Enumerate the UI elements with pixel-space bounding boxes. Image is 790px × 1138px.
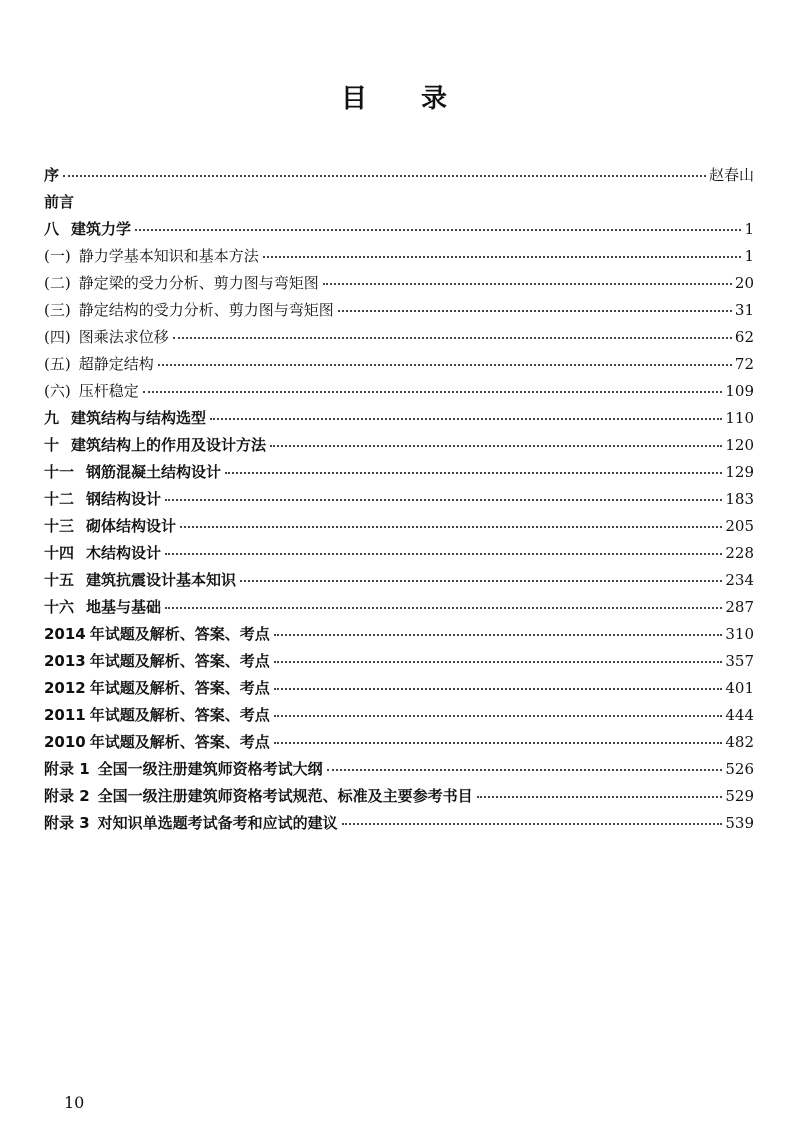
- dot-leader: [165, 539, 722, 555]
- toc-entry-number: 十六: [44, 598, 75, 616]
- toc-entry-label: 超静定结构: [78, 355, 154, 373]
- toc-entry: [44, 567, 754, 594]
- dot-leader: [274, 647, 723, 663]
- toc-entry-page: 357: [725, 652, 754, 670]
- toc-entry: [44, 540, 754, 567]
- toc-entry-label: 图乘法求位移: [78, 328, 169, 346]
- toc-entry-page: 529: [725, 787, 754, 805]
- toc-entry: [44, 621, 754, 648]
- dot-leader: [274, 674, 723, 690]
- toc-entry: [44, 216, 754, 243]
- dot-leader: [274, 620, 723, 636]
- dot-leader: [477, 782, 723, 798]
- toc-entry: [44, 729, 754, 756]
- toc-entry-page: 1: [744, 220, 754, 238]
- toc-entry-page: 110: [725, 409, 754, 427]
- toc-entry-page: 228: [725, 544, 754, 562]
- toc-entry-page: 287: [725, 598, 754, 616]
- dot-leader: [270, 431, 722, 447]
- toc-entry: [44, 162, 754, 189]
- toc-entry-label: 钢筋混凝土结构设计: [86, 463, 222, 481]
- toc-entry-page: 205: [725, 517, 754, 535]
- toc-entry-number: 附录 3: [44, 814, 90, 832]
- dot-leader: [327, 755, 723, 771]
- toc-entry-page: 109: [725, 382, 754, 400]
- dot-leader: [338, 296, 732, 312]
- toc-entry: [44, 459, 754, 486]
- dot-leader: [210, 404, 722, 420]
- toc-entry: [44, 378, 754, 405]
- dot-leader: [165, 593, 722, 609]
- dot-leader: [342, 809, 723, 825]
- toc-entry-label: 静力学基本知识和基本方法: [78, 247, 259, 265]
- toc-entry-label: 砌体结构设计: [86, 517, 177, 535]
- toc-entry-label: 静定梁的受力分析、剪力图与弯矩图: [78, 274, 319, 292]
- toc-entry: [44, 783, 754, 810]
- toc-entry: [44, 486, 754, 513]
- dot-leader: [143, 377, 723, 393]
- toc-entry-page: 赵春山: [708, 166, 754, 184]
- toc-entry-number: (一): [44, 247, 71, 265]
- toc-entry-label: 全国一级注册建筑师资格考试规范、标准及主要参考书目: [97, 787, 473, 805]
- toc-entry: [44, 270, 754, 297]
- toc-entry-label: 全国一级注册建筑师资格考试大纲: [97, 760, 323, 778]
- dot-leader: [240, 566, 722, 582]
- toc-entry: [44, 756, 754, 783]
- toc-entry-number: 2012: [44, 679, 86, 697]
- dot-leader: [63, 161, 706, 177]
- toc-entry-label: 年试题及解析、答案、考点: [89, 706, 270, 724]
- toc-entry: [44, 297, 754, 324]
- toc-entry-label: 建筑结构上的作用及设计方法: [71, 436, 267, 454]
- dot-leader: [274, 701, 723, 717]
- title-char-1: 目: [340, 84, 369, 114]
- toc-entry-label: 年试题及解析、答案、考点: [89, 679, 270, 697]
- toc-entry: [44, 675, 754, 702]
- toc-entry-number: 2013: [44, 652, 86, 670]
- dot-leader: [165, 485, 722, 501]
- toc-entry-number: (六): [44, 382, 71, 400]
- page-number: 10: [64, 1093, 85, 1112]
- toc-entry: [44, 351, 754, 378]
- toc-entry-label: 建筑抗震设计基本知识: [86, 571, 237, 589]
- page-title: [0, 78, 790, 115]
- toc-entry-page: 31: [734, 301, 754, 319]
- toc-entry-page: 539: [725, 814, 754, 832]
- toc-entry-label: 建筑力学: [71, 220, 132, 238]
- toc-entry-number: 2010: [44, 733, 86, 751]
- toc-entry-number: 八: [44, 220, 60, 238]
- toc-entry-label: 年试题及解析、答案、考点: [89, 733, 270, 751]
- dot-leader: [225, 458, 722, 474]
- toc-entry-number: 附录 1: [44, 760, 90, 778]
- toc-entry: [44, 243, 754, 270]
- toc-entry-label: 年试题及解析、答案、考点: [89, 625, 270, 643]
- dot-leader: [135, 215, 741, 231]
- toc-entry-page: 62: [734, 328, 754, 346]
- toc-entry: [44, 189, 754, 216]
- toc-entry: [44, 405, 754, 432]
- toc-entry-page: 401: [725, 679, 754, 697]
- toc-entry-number: 2014: [44, 625, 86, 643]
- toc-entry-page: 129: [725, 463, 754, 481]
- toc-entry-page: 183: [725, 490, 754, 508]
- toc-entry-page: 310: [725, 625, 754, 643]
- dot-leader: [323, 269, 732, 285]
- toc-entry-number: 十三: [44, 517, 75, 535]
- toc-entry-number: 十一: [44, 463, 75, 481]
- dot-leader: [263, 242, 742, 258]
- toc-entry-number: 2011: [44, 706, 86, 724]
- toc-entry-number: 十四: [44, 544, 75, 562]
- toc-entry: [44, 324, 754, 351]
- toc-entry-number: 十二: [44, 490, 75, 508]
- toc-entry-page: 1: [744, 247, 754, 265]
- toc-entry-label: 对知识单选题考试备考和应试的建议: [97, 814, 338, 832]
- title-char-2: 录: [421, 84, 450, 114]
- toc-entry-label: 序: [44, 166, 60, 184]
- toc-entry-number: (二): [44, 274, 71, 292]
- toc-entry-label: 木结构设计: [86, 544, 162, 562]
- toc-entry-number: 十: [44, 436, 60, 454]
- toc-entry: [44, 513, 754, 540]
- toc-entry-page: 120: [725, 436, 754, 454]
- toc-entry-number: (四): [44, 328, 71, 346]
- toc-entry: [44, 648, 754, 675]
- dot-leader: [158, 350, 732, 366]
- toc-entry-number: (三): [44, 301, 71, 319]
- toc-entry-label: 年试题及解析、答案、考点: [89, 652, 270, 670]
- toc-entry-number: 十五: [44, 571, 75, 589]
- dot-leader: [274, 728, 723, 744]
- dot-leader: [173, 323, 732, 339]
- toc-entry-number: 附录 2: [44, 787, 90, 805]
- toc-entry-label: 地基与基础: [86, 598, 162, 616]
- toc-entry-label: 压杆稳定: [78, 382, 139, 400]
- toc-entry: [44, 432, 754, 459]
- toc-entry-page: 234: [725, 571, 754, 589]
- toc-entry: [44, 594, 754, 621]
- toc-entry-label: 建筑结构与结构选型: [71, 409, 207, 427]
- toc-entry: [44, 702, 754, 729]
- toc-entry: [44, 810, 754, 837]
- toc-entry-page: 20: [734, 274, 754, 292]
- toc-entry-page: 444: [725, 706, 754, 724]
- toc-entry-label: 前言: [44, 193, 75, 211]
- dot-leader: [180, 512, 722, 528]
- toc-entry-label: 钢结构设计: [86, 490, 162, 508]
- toc-entry-label: 静定结构的受力分析、剪力图与弯矩图: [78, 301, 334, 319]
- toc-entry-number: (五): [44, 355, 71, 373]
- toc-entry-number: 九: [44, 409, 60, 427]
- toc-entry-page: 482: [725, 733, 754, 751]
- toc-entry-page: 72: [734, 355, 754, 373]
- table-of-contents: [44, 162, 754, 837]
- toc-entry-page: 526: [725, 760, 754, 778]
